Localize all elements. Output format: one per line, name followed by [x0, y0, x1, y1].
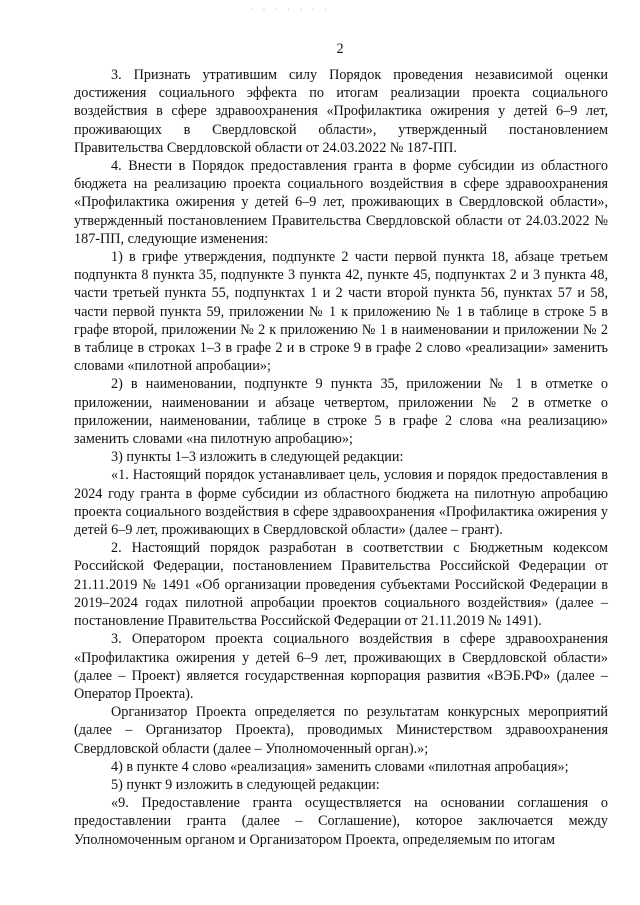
scan-noise-marks: · · · · · · ·: [250, 5, 331, 14]
paragraph-quoted-clause-3: 3. Оператором проекта социального воздействия в сфере здравоохранения «Профилактика ожирения у детей 6–9 лет, проживающих в Свердловской области» (далее – Проект) является государственная корпорация развития «ВЭБ.РФ» (далее – Оператор Проекта).: [74, 631, 608, 702]
paragraph-item-3-repeal: 3. Признать утратившим силу Порядок проведения независимой оценки достижения социального эффекта по итогам реализации проекта социального воздействия в сфере здравоохранения «Профилактика ожирения у детей 6–9 лет, проживающих в Свердловской области», утвержденный постановлением Правительства Свердловской области от 24.03.2022 № 187-ПП.: [74, 67, 608, 156]
paragraph-quoted-clause-1: «1. Настоящий порядок устанавливает цель, условия и порядок предоставления в 2024 году гранта в форме субсидии из областного бюджета на пилотную апробацию проекта социального воздействия в сфере здравоохранения «Профилактика ожирения у детей 6–9 лет, проживающих в Свердловской области» (далее – грант).: [74, 467, 608, 539]
paragraph-item-4-amend: 4. Внести в Порядок предоставления гранта в форме субсидии из областного бюджета на реализацию проекта социального воздействия в сфере здравоохранения «Профилактика ожирения у детей 6–9 лет, проживающих в Свердловской области», утвержденный постановлением Правительства Свердловской области от 24.03.2022 № 187-ПП, следующие изменения:: [74, 158, 608, 247]
paragraph-quoted-clause-9: «9. Предоставление гранта осуществляется на основании соглашения о предоставлении гранта (далее – Соглашение), которое заключается между Уполномоченным органом и Организатором Проекта, определяемым по итогам: [74, 795, 608, 848]
paragraph-project-organizer: Организатор Проекта определяется по результатам конкурсных мероприятий (далее – Организатор Проекта), проводимых Министерством здравоохранения Свердловской области (далее – Уполномоченный орган).»;: [74, 704, 608, 757]
paragraph-subitem-3: 3) пункты 1–3 изложить в следующей редакции:: [111, 449, 404, 466]
paragraph-subitem-5: 5) пункт 9 изложить в следующей редакции:: [111, 776, 380, 793]
paragraph-quoted-clause-2: 2. Настоящий порядок разработан в соответствии с Бюджетным кодексом Российской Федерации, постановлением Правительства Российской Федерации от 21.11.2019 № 1491 «Об организации проведения субъектами Российской Федерации в 2019–2024 годах пилотной апробации проектов социального воздействия» (далее – постановление Правительства Российской Федерации от 21.11.2019 № 1491).: [74, 540, 608, 630]
paragraph-subitem-4: 4) в пункте 4 слово «реализация» заменить словами «пилотная апробация»;: [111, 758, 569, 775]
document-body: [74, 66, 608, 849]
paragraph-subitem-2: 2) в наименовании, подпункте 9 пункта 35, приложении № 1 в отметке о приложении, наименовании и абзаце четвертом, приложении № 2 в отметке о приложении, наименовании, таблице в строке 5 в графе 2 слова «на реализацию» заменить словами «на пилотную апробацию»;: [74, 376, 608, 448]
paragraph-subitem-1: 1) в грифе утверждения, подпункте 2 части первой пункта 18, абзаце третьем подпункта 8 пункта 35, подпункте 3 пункта 42, пункте 45, подпунктах 2 и 3 пункта 48, части третьей пункта 55, подпунктах 1 и 2 части второй пункта 56, пунктах 57 и 58, части первой пункта 59, приложении № 1 к приложению № 1 в таблице в строке 5 в графе второй, приложении № 2 к приложению № 1 в наименовании и приложении № 2 в таблице в строках 1–3 в графе 2 и в строке 9 в графе 2 слово «реализации» заменить словами «пилотной апробации»;: [74, 249, 608, 375]
page-number: 2: [336, 41, 344, 57]
